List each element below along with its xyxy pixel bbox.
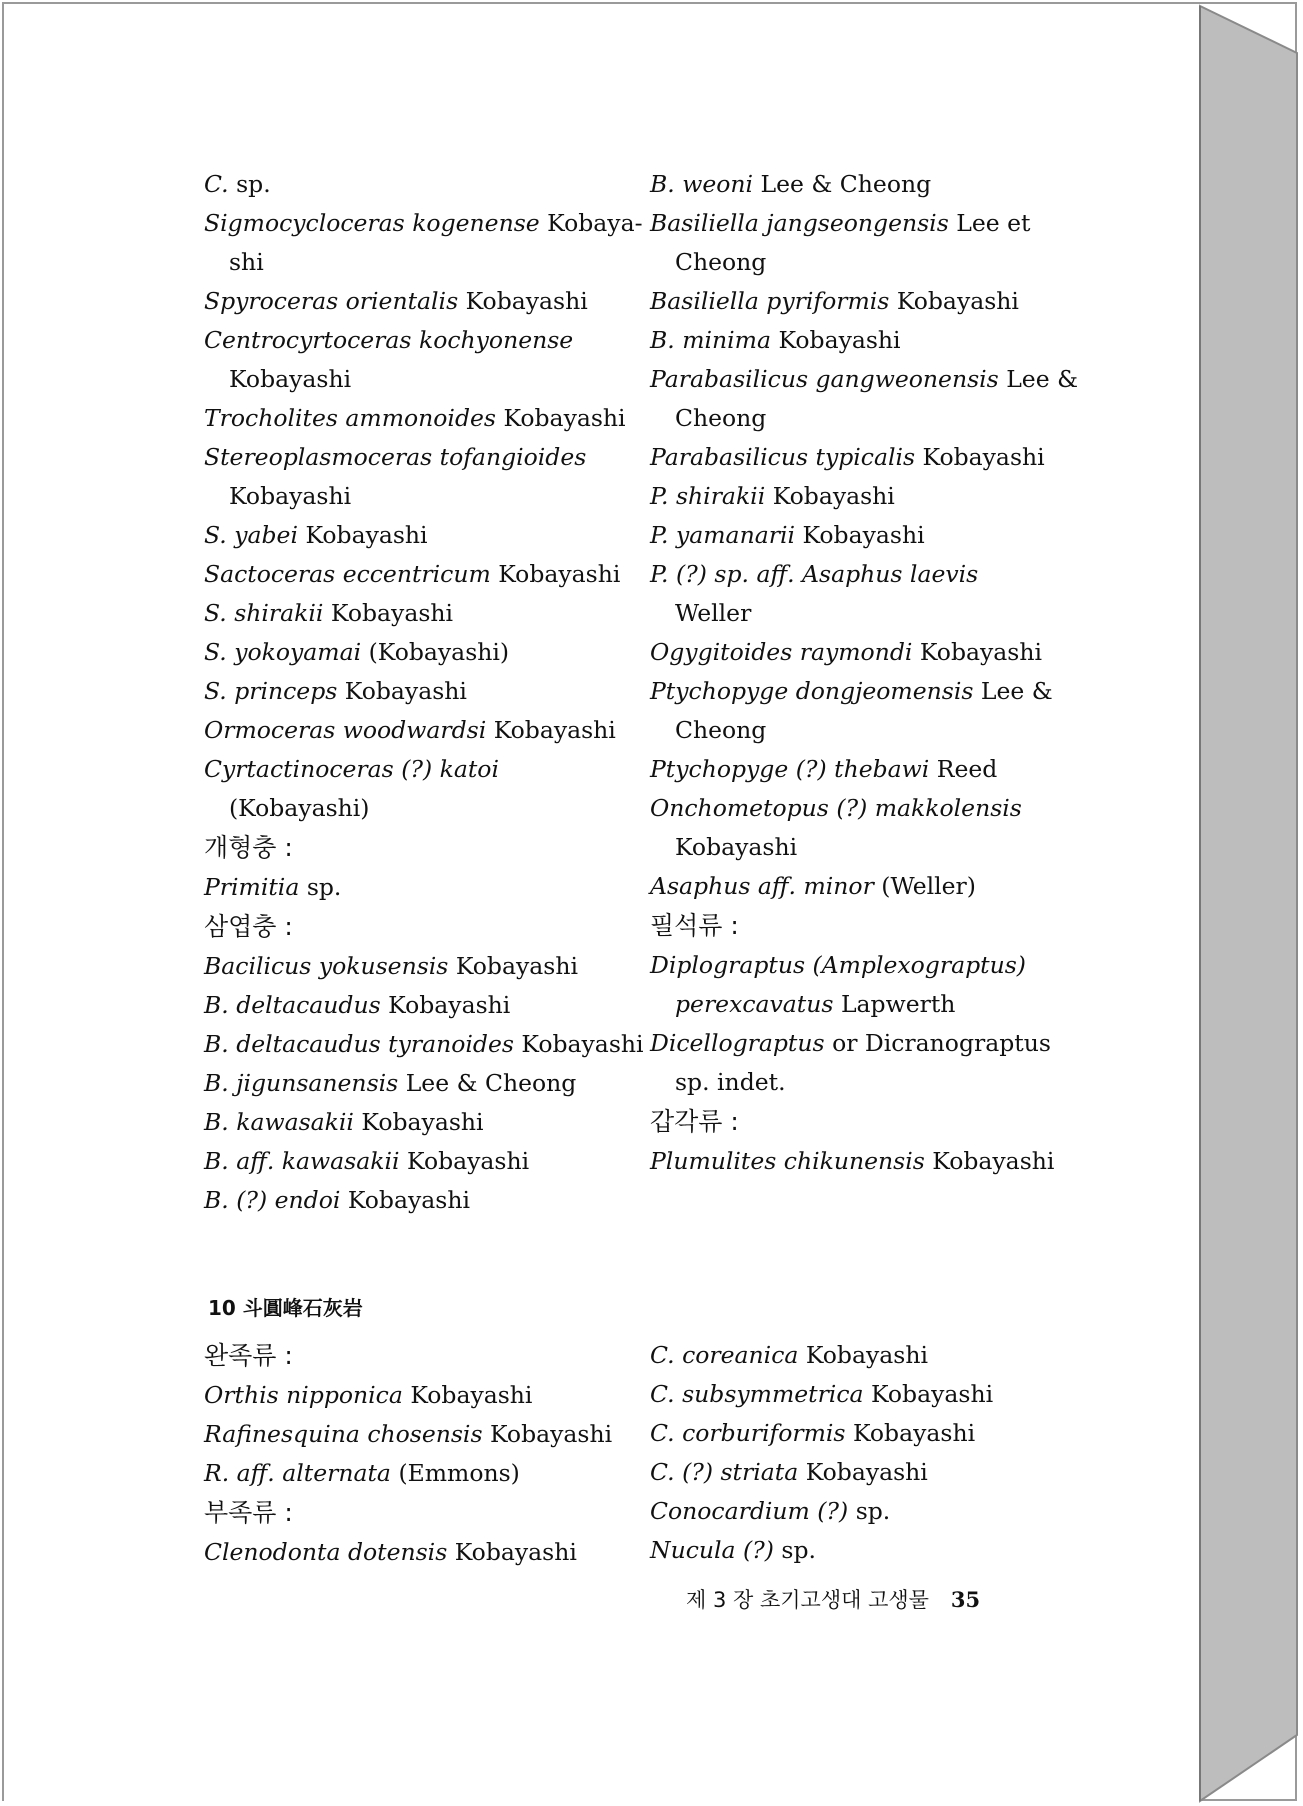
scientific-name: Dicellograptus — [650, 1029, 825, 1057]
species-entry — [650, 789, 1080, 828]
species-entry — [204, 1376, 634, 1415]
species-entry — [204, 1103, 634, 1142]
scientific-name: Primitia — [204, 873, 300, 901]
scientific-name: B. deltacaudus tyranoides — [204, 1030, 514, 1058]
author-name: Cheong — [675, 716, 767, 744]
author-name: Kobayashi — [454, 1538, 577, 1566]
author-name: Kobayashi — [407, 1147, 530, 1175]
species-entry — [204, 1533, 634, 1572]
scientific-name: Ptychopyge dongjeomensis — [650, 677, 974, 705]
species-entry-continuation — [204, 243, 634, 282]
scientific-name: Basiliella pyriformis — [650, 287, 890, 315]
species-entry-continuation — [650, 594, 1080, 633]
author-name: sp. — [236, 170, 271, 198]
author-name: or Dicranograptus — [832, 1029, 1051, 1057]
species-entry-continuation — [650, 1063, 1080, 1102]
scientific-name: Cyrtactinoceras (?) katoi — [204, 755, 499, 783]
species-entry-continuation — [650, 243, 1080, 282]
species-entry — [650, 633, 1080, 672]
species-entry — [204, 204, 643, 243]
author-name: (Kobayashi) — [368, 638, 510, 666]
author-name: (Emmons) — [398, 1459, 520, 1487]
taxon-group-heading: 완족류 : — [204, 1341, 293, 1370]
author-name: Kobayashi — [229, 482, 352, 510]
scientific-name: C. subsymmetrica — [650, 1380, 864, 1408]
species-entry — [204, 594, 634, 633]
species-entry — [204, 1454, 634, 1493]
scientific-name: Orthis nipponica — [204, 1381, 403, 1409]
scientific-name: Trocholites ammonoides — [204, 404, 496, 432]
species-entry — [204, 633, 634, 672]
author-name: Kobayashi — [361, 1108, 484, 1136]
species-entry-continuation — [204, 477, 634, 516]
chapter-title: 제 3 장 초기고생대 고생물 — [686, 1588, 929, 1612]
scientific-name: Diplograptus (Amplexograptus) — [650, 951, 1026, 979]
scientific-name: Bacilicus yokusensis — [204, 952, 449, 980]
author-name: Kobayashi — [805, 1458, 928, 1486]
species-entry — [204, 711, 634, 750]
species-entry — [204, 516, 634, 555]
scientific-name: Parabasilicus gangweonensis — [650, 365, 999, 393]
species-entry-continuation — [650, 985, 1080, 1024]
species-entry — [204, 438, 634, 477]
author-name: Kobayashi — [455, 952, 578, 980]
author-name: Kobayashi — [805, 1341, 928, 1369]
scientific-name: Ptychopyge (?) thebawi — [650, 755, 930, 783]
author-name: Lee et — [956, 209, 1031, 237]
species-entry — [650, 867, 1080, 906]
scientific-name: Nucula (?) — [650, 1536, 774, 1564]
author-name: Kobayashi — [410, 1381, 533, 1409]
author-name: Reed — [936, 755, 998, 783]
species-entry — [650, 672, 1080, 711]
scientific-name: S. yokoyamai — [204, 638, 362, 666]
page-number: 35 — [950, 1587, 981, 1612]
author-name: sp. — [306, 873, 342, 901]
species-entry — [204, 1064, 634, 1103]
author-name: Kobayashi — [675, 833, 798, 861]
scientific-name: Basiliella jangseongensis — [650, 209, 949, 237]
taxon-group-heading: 개형충 : — [204, 833, 293, 862]
scientific-name: B. jigunsanensis — [204, 1069, 399, 1097]
species-entry — [650, 1453, 1080, 1492]
author-name: sp. — [855, 1497, 891, 1525]
author-name: sp. — [781, 1536, 816, 1564]
scientific-name: Plumulites chikunensis — [650, 1147, 925, 1175]
author-name: Lee & Cheong — [760, 170, 932, 198]
species-entry — [204, 986, 634, 1025]
bottom-right-column — [650, 1336, 1080, 1570]
scientific-name: B. deltacaudus — [204, 991, 381, 1019]
scientific-name: Ogygitoides raymondi — [650, 638, 913, 666]
author-name: Weller — [675, 599, 752, 627]
top-right-column — [650, 165, 1080, 1181]
scientific-name: Ormoceras woodwardsi — [204, 716, 487, 744]
scientific-name: C. coreanica — [650, 1341, 799, 1369]
author-name: Kobayashi — [772, 482, 895, 510]
scientific-name: S. princeps — [204, 677, 338, 705]
author-name: Kobayashi — [521, 1030, 644, 1058]
scientific-name: C. (?) striata — [650, 1458, 799, 1486]
scientific-name: C. corburiformis — [650, 1419, 846, 1447]
species-entry — [204, 750, 634, 789]
author-name: Kobayashi — [919, 638, 1042, 666]
species-entry — [650, 204, 1080, 243]
author-name: Cheong — [675, 404, 767, 432]
scientific-name: P. shirakii — [650, 482, 766, 510]
species-entry — [650, 1336, 1080, 1375]
species-entry — [204, 555, 634, 594]
scientific-name: B. kawasakii — [204, 1108, 354, 1136]
author-name: shi — [229, 248, 264, 276]
author-name: Kobayashi — [330, 599, 454, 627]
scientific-name: Spyroceras orientalis — [204, 287, 459, 315]
species-entry — [204, 1142, 634, 1181]
species-entry — [204, 1415, 634, 1454]
author-name: sp. indet. — [675, 1068, 786, 1096]
species-entry — [650, 282, 1080, 321]
species-entry — [650, 750, 1080, 789]
taxon-group-heading: 필석류 : — [650, 911, 739, 940]
scientific-name: B. minima — [650, 326, 771, 354]
scientific-name: Stereoplasmoceras tofangioides — [204, 443, 587, 471]
author-name: Kobayashi — [922, 443, 1045, 471]
species-entry-continuation — [650, 711, 1080, 750]
author-name: Kobayashi — [802, 521, 925, 549]
scientific-name: C. — [204, 170, 229, 198]
scientific-name: Rafinesquina chosensis — [204, 1420, 483, 1448]
scientific-name: Parabasilicus typicalis — [650, 443, 916, 471]
scientific-name: S. shirakii — [204, 599, 324, 627]
author-name: Kobayashi — [347, 1186, 470, 1214]
species-entry — [204, 321, 634, 360]
species-entry-continuation — [650, 399, 1080, 438]
author-name: Kobayashi — [344, 677, 467, 705]
page-footer — [686, 1585, 980, 1615]
species-entry — [650, 477, 1080, 516]
species-entry — [650, 1414, 1080, 1453]
species-entry — [650, 1531, 1080, 1570]
scientific-name: Sactoceras eccentricum — [204, 560, 491, 588]
species-entry-continuation — [204, 789, 634, 828]
species-entry-continuation — [650, 828, 1080, 867]
scientific-name: P. (?) sp. aff. Asaphus laevis — [650, 560, 979, 588]
author-name: Kobayashi — [852, 1419, 976, 1447]
taxon-group-heading: 갑각류 : — [650, 1107, 739, 1136]
species-entry — [204, 947, 634, 986]
species-entry — [650, 360, 1080, 399]
author-name: (Kobayashi) — [229, 794, 370, 822]
species-entry — [650, 555, 1080, 594]
author-name: Kobayashi — [503, 404, 626, 432]
species-entry — [204, 1181, 634, 1220]
author-name: Kobayashi — [465, 287, 588, 315]
author-name: Kobaya- — [547, 209, 643, 237]
author-name: Kobayashi — [229, 365, 352, 393]
author-name: Kobayashi — [305, 521, 428, 549]
species-entry — [650, 438, 1080, 477]
species-entry — [204, 868, 634, 907]
species-entry — [204, 1025, 644, 1064]
author-name: Cheong — [675, 248, 767, 276]
species-entry — [650, 165, 1080, 204]
scientific-name: Conocardium (?) — [650, 1497, 849, 1525]
species-entry — [204, 282, 634, 321]
author-name: (Weller) — [881, 872, 976, 900]
species-entry — [650, 946, 1080, 985]
species-entry — [204, 672, 634, 711]
book-spine-side — [1200, 6, 1297, 1801]
species-entry — [204, 165, 634, 204]
section-title: 10 斗圓峰石灰岩 — [208, 1296, 363, 1320]
author-name: Kobayashi — [388, 991, 511, 1019]
species-entry-continuation — [204, 360, 634, 399]
author-name: Kobayashi — [493, 716, 616, 744]
scientific-name: Sigmocycloceras kogenense — [204, 209, 540, 237]
author-name: Kobayashi — [896, 287, 1019, 315]
taxon-group-heading: 삼엽충 : — [204, 912, 293, 941]
scientific-name: B. aff. kawasakii — [204, 1147, 400, 1175]
scientific-name: Clenodonta dotensis — [204, 1538, 448, 1566]
scientific-name: S. yabei — [204, 521, 298, 549]
author-name: Kobayashi — [490, 1420, 613, 1448]
taxon-group-heading: 부족류 : — [204, 1498, 293, 1527]
species-entry — [650, 1375, 1080, 1414]
author-name: Lapwerth — [840, 990, 956, 1018]
species-entry — [204, 399, 634, 438]
species-entry — [650, 1492, 1080, 1531]
scientific-name: R. aff. alternata — [204, 1459, 391, 1487]
author-name: Lee & — [980, 677, 1053, 705]
scientific-name: Asaphus aff. minor — [650, 872, 874, 900]
species-entry — [650, 1142, 1080, 1181]
author-name: Kobayashi — [498, 560, 621, 588]
scientific-name: Centrocyrtoceras kochyonense — [204, 326, 574, 354]
scientific-name: perexcavatus — [675, 990, 834, 1018]
author-name: Kobayashi — [870, 1380, 994, 1408]
bottom-left-column — [204, 1336, 634, 1572]
author-name: Kobayashi — [778, 326, 901, 354]
scientific-name: B. (?) endoi — [204, 1186, 341, 1214]
top-left-column — [204, 165, 644, 1220]
species-entry — [650, 1024, 1080, 1063]
species-entry — [650, 516, 1080, 555]
author-name: Kobayashi — [932, 1147, 1055, 1175]
author-name: Lee & — [1006, 365, 1079, 393]
scientific-name: Onchometopus (?) makkolensis — [650, 794, 1022, 822]
species-entry — [650, 321, 1080, 360]
author-name: Lee & Cheong — [405, 1069, 577, 1097]
scientific-name: P. yamanarii — [650, 521, 795, 549]
scientific-name: B. weoni — [650, 170, 754, 198]
